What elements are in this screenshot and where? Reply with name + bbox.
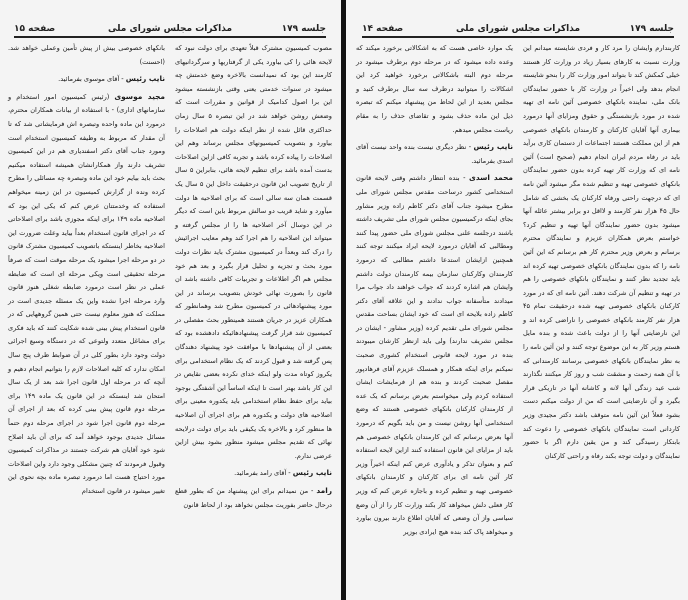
speech: نایب رئیس - آقای رامد بفرمائید. [234,468,332,478]
speaker-name: محمد اسدی [469,173,513,183]
speech: رامد - من نمیدانم برای این پیشنهاد من که بطور قطع درحال حاضر بفوریت مجلس نخواهد بود از لحاظ قانون [175,486,332,509]
book-gutter [341,0,346,600]
column-right [356,42,513,542]
column-left [175,42,332,515]
paragraph: یک موارد خاصی هست که به اشکالاتی برخورد میکند که وعده داده میشود که در مرحله دوم برطرف میشود در مرحله دوم البته باشکالاتی برخورد خواهید کرد این اشکالات را میتوانید درظرف سه سال برطرف کنید و مجلس بعدید از این لحاظ من پیشنهاد میکنم که تبصره ذیل این ماده حذف بشود و تقاضای حذف را به مقام ریاست مجلس میدهم. [356,44,513,134]
header-rule [14,36,326,38]
paragraph: مصوب کمیسیون مشترک قبلاً تعهدی برای دولت نبود که لایحه هائی را کی بیاورد یکی از گرفتاریها و سرگردانیهای کارمند این بود که نمیدانست بالاخره وضع خدمتش چه میشود در سنوات خدمتی یعنی وقتی بازنشسته میشود این برا اصول کدامیک از قوانین و مقررات است که وضعش روشن خواهد شد در این تبصره ۵ سال زمان حداکثری قائل شده از نظر اینکه دولت هم اصلاحات را بیاورد و بتصویب کمیسیونهای مجلس برساند وهم این اصلاحات را پیاده کرده باشد و تجربه کافی ازاین اصلاحات بدست آمده باشد برای تنظیم لایحه هائی، بنابراین ۵ سال از تاریخ تصویب این قانون درحقیقت داخل این ۵ سال یک قسمت همان سه سالی است که برای اصلاحیه ها دولت میآورد و شاید قریب دو سالش مربوط باین است که دیگر در این دوسال آخر اصلاحیه ها را از مجلس گرفته و میتواند این اصلاحیه را هم اجرا کند وهم معایب اجرائیش را درک کند وبعداً در کمیسیون مشترک باید نظرات دولت مورد بحث و تجزیه و تحلیل قرار بگیرد و بعد هم خود مجلس هم اگر اطلاعات و تجربیات کافی داشته باشد ان قانون را بصورت نهائی خودش بتصویب برساند در این مورد پیشنهادهائی در کمیسیون مطرح شد وهمانطور که همکاران عزیز در جریان هستند همینطور بحث مفصلی در کمیسیون شد قرار گرفت پیشنهادهائیکه دادهشده بود که بعضی از آن پیشنهادها با موافقت خود پیشنهاد دهندگان پس گرفته شد و قبول کردند که یک نظام استخدامی برای یکروز کوتاه مدت ولو اینکه خدای نکرده بعضی نقایص در این کار باشد بهتر است تا اینکه اساساً این آشفتگی بوجود بیاید برای حفظ نظام استخدامی باید یکدوره معینی برای اصلاحیه های دولت و یکدوره هم برای اجرای آن اصلاحیه ها منظور کرد و بالاخره یک یکیفی باید برای دولت درلایحه نهائی که تقدیم مجلس میشود منظور بشود بیش ازاین عرضی ندارم. [175,44,333,460]
page-header [8,0,332,40]
header-rule [362,36,674,38]
speaker-name: نایب رئیس [125,74,165,84]
page-14 [344,0,688,600]
speech: محمد اسدی - بنده انتظار داشتم وقتی لایحه قانون استخدامی کشور درساحت مقدس مجلس شورای ملی مطرح میشود جناب آقای دکتر کاظم زاده وزیر مشاور بجای اینکه درکمیسیون مجلس شورای ملی تشریف داشته باشند درجلسه علنی مجلس شورای ملی حضور پیدا کنند ومطالبی که آقایان درمورد لایحه ایراد میکنند توجه کنند همچنین ازایشان استدعا داشتم مطالبی که درمورد کارمندان وکارکنان سازمان بیمه کارمندان دولت داشتم وایشان هم اشاره کردند که جواب خواهند داد جواب مرا میدادند متأسفانه جواب ندادند و این علاقه آقای دکتر کاظم زاده بلایحه ای است که خود ایشان بساحت مقدس مجلس شورای ملی تقدیم کرده (وزیر مشاور - ایشان در مجلس تشریف ندارند) ولی باید ازنظر کارشان میبودند بنده در مورد لایحه قانونی استخدام کشوری صحبت نمیکنم برای اینکه همکار و همسلک عزیزم آقای فرهادپور مفصل صحبت کردند و بنده هم از فرمایشات ایشان استفاده کردم ولی میخواستم بعرض برسانم که یک عده از کارمندان کارکنان بانکهای خصوصی هستند که وضع استخدامی آنها روشن نیست و من باید بگویم که درمورد آنها بعرض برسانم که این کارمندان بانکهای خصوصی هم باید از مزایای این قانون استفاده کنند ازاین لایحه استفاده کنم و بعنوان تذکر و یادآوری عرض کنم اینکه اخیراً وزیر کار آئین نامه ای برای کارکنان و کارمندان بانکهای خصوصی تهیه و تنظیم کرده و باجازه عرض کنم که وزیر کار فعلی دلش میخواهد کار بکند وزارت کار را از آن وضع سیاسی واز آن وضعی که آقایان اطلاع دارند بیرون بیاورد و میخواهد پاک کند بنده هیچ ایرادی بوزیر [356,173,513,536]
speaker-name: مجید موسوی [114,91,165,101]
paragraph: کاربندارم وایشان را مرد کار و فردی شایسته میدانم این وزارت نسبت به کارهای بسیار زیاد در وزارت کار هستند خیلی کمکش کند تا بتواند امور وزارت کار را بنحو شایسته انجام بدهد ولی اخیراً در وزارت کار با حضور نمایندگان بانک ملی، نماینده بانکهای خصوصی آئین نامه ای تهیه شده در مورد بازنشستگی و حقوق ومزایای آنها درمورد بیماری آنها آقایان کارکنان و کارمندان بانکهای خصوصی هم از این مملکت هستند اجتماعات از دستمان کاری برآید باید در رفاه مردم ایران انجام دهیم (صحیح است) آئین نامه ای که وزارت کار تهیه کرده بدون حضور نمایندگان بانکهای خصوصی تهیه و تنظیم شده مگر میشود آئین نامه ای که درجهت راحتی ورفاه کارکنان یک بخشی که شامل حال ۴۵ هزار نفر کارمند و لااقل دو برابر بیشتر عائله آنها میشود بدون حضور نمایندگان آنها تهیه و تنظیم کرد؟ خواستم بعرض همکاران عزیزم و نمایندگان محترم برسانم و بعرض وزیر محترم کار هم برسانم که این آئین نامه را که بدون نمایندگان بانکهای خصوصی تهیه کرده اند باید تجدید نظر کنند و نمایندگان بانکهای خصوصی را هم در تهیه و تنظیم آن شرکت دهند. آئین نامه ای که در مورد کارکنان بانکهای خصوصی تهیه شده درحقیقت تمام ۴۵ هزار نفر کارمند بانکهای خصوصی را ناراضی کرده اند و این نارضایتی آنها را از دولت باعث شده و بنده مایل هستم وزیر کار به این موضوع توجه کنند و این آئین نامه را به نظر نمایندگان بانکهای خصوصی برسانند کارمندانی که با آن همه زحمت و مشقت شب و روز کار میکنند نگذارند شب عید زندگی آنها لانه و کاشانه آنها در تاریکی قرار بگیرد و آن نارضایتی است که من از دولت میکنم دست بشود فعلاً این آئین نامه متوقف باشد دکتر مجیدی وزیر کاردانی است نمایندگان بانکهای خصوصی را دعوت کند بابتکار رسیدگی کند و من یقین دارم اگر با حضور نمایندگان و دولت توجه بکند رفاه و راحتی کارکنان [523,44,680,460]
running-title: مذاکرات مجلس شورای ملی [107,24,233,34]
running-title: مذاکرات مجلس شورای ملی [455,24,581,34]
speaker-name: نایب رئیس [292,468,332,478]
speaker-name: رامد [316,486,332,495]
page-number: جلسه ۱۷۹ [629,24,674,34]
columns [356,40,680,542]
speech: مجید موسوی (رئیس کمیسیون امور استخدام و سازمانهای اداری) - با استفاده از بیانات همکاران محترم، درمورد این ماده واحده وتبصره اش فرمایشاتی شد که تا آن مقدار که مربوط به وظیفه کمیسیون استخدام است ومورد جناب آقای دکتر اسفندیاری هم در این کمیسیون تشریف دارند واز همکارانشان همیشه استفاده میکنیم بحث باید بیایم خود این ماده وتبصره چه مسائلی را مطرح کرده ونده از گزارش کمیسیون در این زمینه میخواهم استفاده که وخدمتتان عرض کنم که یکی این بود که اصلاحیه ماده ۱۴۹ برای اینکه مجوزی باشد برای اصلاحاتی که در اجرای قانون استخدام بعداً بیاید وعلت ضرورت این اصلاحیه بخاطر اینستکه باتصویب کمیسیون مشترک قانون در دو مرحله اجرا میشود یک مرحله موقت است که صرفاً مرحله تحقیقی است ویکی مرحله ای است که ضابطه عملی در نظر است درمورد ضابطه شغلی هنوز قانون وارد مرحله اجرا نشده واین یک مسئله جدیدی است در مملکت که هنوز معلوم نیست حتی همین گروههایی که در قانون استخدام پیش بینی شده شکایت کنند که باید فکری برای مشاغل متعدد ولتوعی که در دستگاه وسیع اجرائی دولت وجود دارد بطور کلی در آن ضوابط ظرف پنج سال امکان ندارد که کلیه اصلاحات لازم را بتوانیم انجام دهیم و آنچه که در مرحله اول قانون اجرا شد بعد از یک سال امتحان شد اینستکه در این قانون یک ماده ۱۴۹ برای مرحله دوم قانون پیش بینی کرده که بعد از اجرای آن مرحله دوم قانون اجرا شود در اجرای مرحله دوم حتماً مسائل جدیدی بوجود خواهد آمد که برای آن باید اصلاح شود خود آقایان هم شرکت جستند در مذاکرات کمیسیون وقبول فرمودند که چنین مشکلی وجود دارد واین اصلاحات مورد احتیاج هست اما درمورد تبصره ماده بچه نحوی این تغییر میشود در قانون استخدام [8,91,166,495]
session-number: جلسه ۱۷۹ [281,24,326,34]
page-number: صفحه ۱۵ [14,24,56,34]
speaker-name: نایب رئیس [473,142,514,152]
column-left [523,42,680,542]
paragraph: بانکهای خصوصی بیش از پیش تأمین وعملی خواهد شد. (احسنت) [8,44,165,66]
page-header [356,0,680,40]
speech: نایب رئیس - نظر دیگری نیست بنده واحد نیست آقای اسدی بفرمائید. [356,142,514,165]
columns [8,40,332,515]
column-right [8,42,165,515]
speech: نایب رئیس - آقای موسوی بفرمائید. [58,74,165,84]
session-number: صفحه ۱۴ [362,24,404,34]
